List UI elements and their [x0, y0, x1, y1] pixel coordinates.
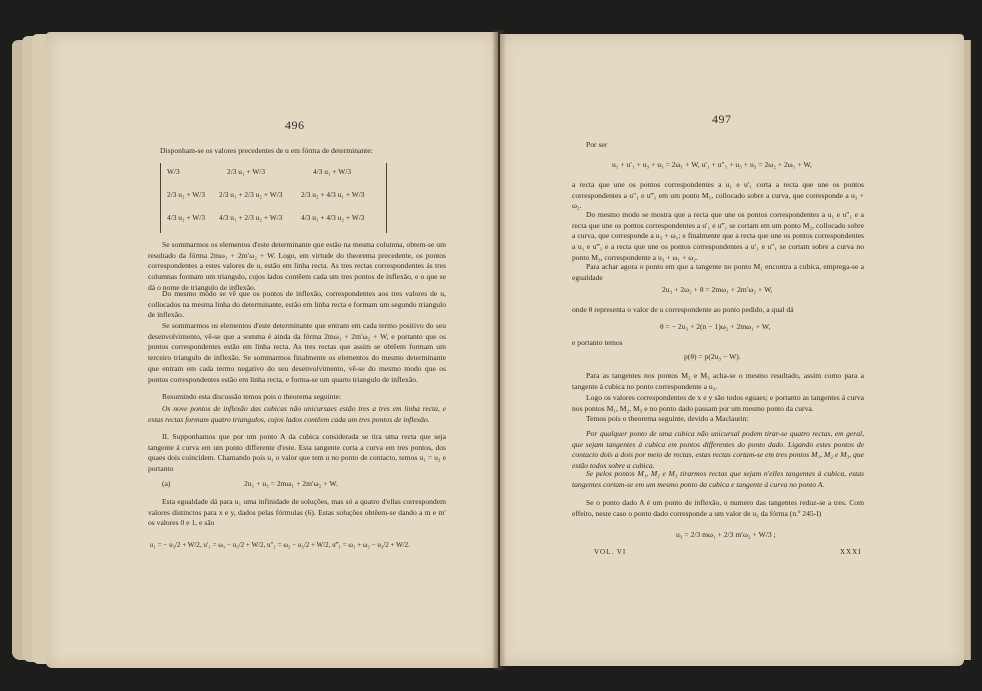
- equation-label: (a): [162, 479, 171, 488]
- det-cell: 4/3 u₁ + W/3: [313, 167, 352, 176]
- right-paragraph: Por ser: [586, 140, 608, 149]
- right-paragraph: Para achar agora o ponto em que a tangente no ponto M₁ encontra a cubica, emprega-se a egualdade: [572, 262, 864, 282]
- det-cell: 2/3 u₁ + 2/3 u₂ + W/3: [219, 190, 283, 199]
- equation: u₁ + u′₁ + u₃ + u₃ = 2ω₁ + W, u′₁ + u″₁ + u₃ + u₃ = 2ω₂ + 2ω₁ + W,: [612, 160, 812, 169]
- gutter: [492, 30, 506, 670]
- det-cell: 2/3 u₂ + W/3: [167, 190, 206, 199]
- equation: 2u₃ + 2ω₂ + θ = 2mω₁ + 2m′ω₂ + W,: [662, 285, 773, 294]
- right-paragraph: onde θ representa o valor de u correspondente ao ponto pedido, a qual dá: [572, 305, 794, 314]
- det-cell: 4/3 u₂ + W/3: [167, 213, 206, 222]
- det-cell: 2/3 u₁ + W/3: [227, 167, 266, 176]
- right-paragraph: Do mesmo modo se mostra que a recta que une os pontos correspondentes a u₁ e u″₁ e a recta que une os pontos correspondentes a u′₁ e u‴₁ se cortam em um ponto M₂, collocado sobre a curva, que corresponde a u₃ + ω₁; e finalmente que a recta que une os pontos correspondentes a u₁ e u‴₁ e a recta que une os pontos correspondentes a u′₁ e u″₁ se cortam sobre a curva no ponto M₃, correspondente a u₃ + ω₁ + ω₂.: [572, 210, 864, 262]
- right-paragraph: Se o ponto dado A é um ponto de inflexão, o numero das tangentes reduz-se a tres. Com effeito, neste caso o ponto dado corresponde a um valor de u₃ da fórma (n.º 245-I): [572, 498, 864, 518]
- left-theorem: Os nove pontos de inflexão das cubicas não unicursaes estão tres a tres em linha recta, e estas rectas formam quatro triangulos, cujos lados contêem cada um tres pontos de inflexão.: [148, 404, 446, 424]
- right-paragraph: Temos pois o theorema seguinte, devido a Maclaurin:: [586, 414, 749, 423]
- determinant: [160, 163, 387, 233]
- right-theorem: Por qualquer ponto de uma cubica não unicursal podem tirar-se quatro rectas, em geral, que sejam tangentes á cubica em pontos differentes do ponto dado. Ligando estes pontos de contacto dois a dois por meio de rectas, estas rectas cortam-se em tres pontos M₁, M₂ e M₃, que estão todos sobre a cubica.: [572, 429, 864, 471]
- left-page-number: 496: [285, 118, 305, 132]
- right-theorem: Se pelos pontos M₁, M₂ e M₃ tirarmos rectas que sejam n'elles tangentes á cubica, estas tangentes cortam-se em um mesmo ponto da cubica e tangente á curva no ponto A.: [572, 469, 864, 489]
- equation: θ = − 2u₃ + 2(n − 1)ω₂ + 2mω₁ + W,: [660, 322, 771, 331]
- right-paragraph: Para as tangentes nos pontos M₂ e M₃ acha-se o mesmo resultado, assim como para a tangente á cubica no ponto correspondente a u₃.: [572, 371, 864, 391]
- right-page-number: 497: [712, 112, 732, 126]
- right-paragraph: Logo os valores correspondentes de x e y são todos eguaes; e portanto as tangentes á curva nos pontos M₁, M₂, M₃ e no ponto dado passam por um mesmo ponto da curva.: [572, 393, 864, 413]
- right-page: [500, 34, 964, 666]
- left-paragraph: Resumindo esta discussão temos pois o theorema seguinte:: [162, 392, 342, 401]
- footer-signature: XXXI: [840, 548, 862, 556]
- right-paragraph: a recta que une os pontos correspondentes a u₁ e u′₁ corta a recta que une os pontos correspondentes a u″₁ e u‴₁ em um ponto M₁, collocado sobre a curva, que corresponde a u₃ + ω₂.: [572, 180, 864, 211]
- left-paragraph: Do mesmo modo se vê que os pontos de inflexão, correspondentes aos tres valores de u, collocados na mesma linha do determinante, estão em linha recta e formam um segundo triangulo de inflexão.: [148, 289, 446, 320]
- equation: 2u₁ + u₃ = 2mω₁ + 2m′ω₂ + W.: [244, 479, 338, 488]
- left-paragraph: Se sommarmos os elementos d'este determinante que entram em cada termo positivo do seu desenvolvimento, vê-se que a somma é ainda da fórma 2mω₁ + 2m′ω₂ + W, e portanto que os pontos correspondentes estão em linha recta. As tres rectas que assim se obtêem formam um terceiro triangulo de inflexão. Se sommarmos finalmente os elementos do mesmo determinante que entram em cada termo negativo do seu desenvolvimento, vê-se do mesmo modo que os pontos correspondentes estão em linha recta, e forma-se um quarto triangulo de inflexão.: [148, 321, 446, 384]
- det-cell: 2/3 u₂ + 4/3 u₁ + W/3: [301, 190, 365, 199]
- equation: u₁ = − u₃/2 + W/2, u′₁ = ω₁ − u₃/2 + W/2, u″₁ = ω₂ − u₃/2 + W/2, u‴₁ = ω₁ + ω₂ − u₃/2 + W/2.: [150, 541, 410, 549]
- det-cell: W/3: [167, 167, 180, 176]
- left-paragraph: Se sommarmos os elementos d'este determinante que estão na mesma columna, obtem-se um resultado da fórma 2mω₁ + 2m′ω₂ + W. Logo, em virtude do theorema precedente, os pontos correspondentes a estes valores de u, estão em linha recta. As tres rectas correspondentes ás tres columnas formam um triangulo, cujos lados contêem cada um tres pontos de inflexão, e o que se dá o nome de triangulo de inflexão.: [148, 240, 446, 292]
- right-paragraph: e portanto temos: [572, 338, 623, 347]
- det-cell: 4/3 u₁ + 2/3 u₂ + W/3: [219, 213, 283, 222]
- left-intro: Disponham-se os valores precedentes de u em fórma de determinante:: [160, 146, 373, 155]
- footer-volume: VOL. VI: [594, 548, 627, 556]
- left-paragraph: Esta egualdade dá para u₁ uma infinidade de soluções, mas só a quatro d'ellas correspondem valores distinctos para x e y, dados pelas fórmulas (6). Estas soluções obtêem-se dando a m e m′ os valores 0 e 1, e são: [148, 497, 446, 528]
- equation: p(θ) = p(2u₃ − W).: [684, 352, 741, 361]
- left-paragraph: II. Supponhamos que por um ponto A da cubica considerada se tira uma recta que seja tangente á curva em um ponto differente d'este. Esta tangente corta a curva em tres pontos, dos quaes dois coincidem. Chamando pois u₁ o valor que tem u no ponto de contacto, temos u₁ = u₂ e portanto: [148, 432, 446, 474]
- equation: u₃ = 2/3 mω₁ + 2/3 m′ω₂ + W/3 ;: [676, 530, 776, 539]
- det-cell: 4/3 u₁ + 4/3 u₂ + W/3: [301, 213, 365, 222]
